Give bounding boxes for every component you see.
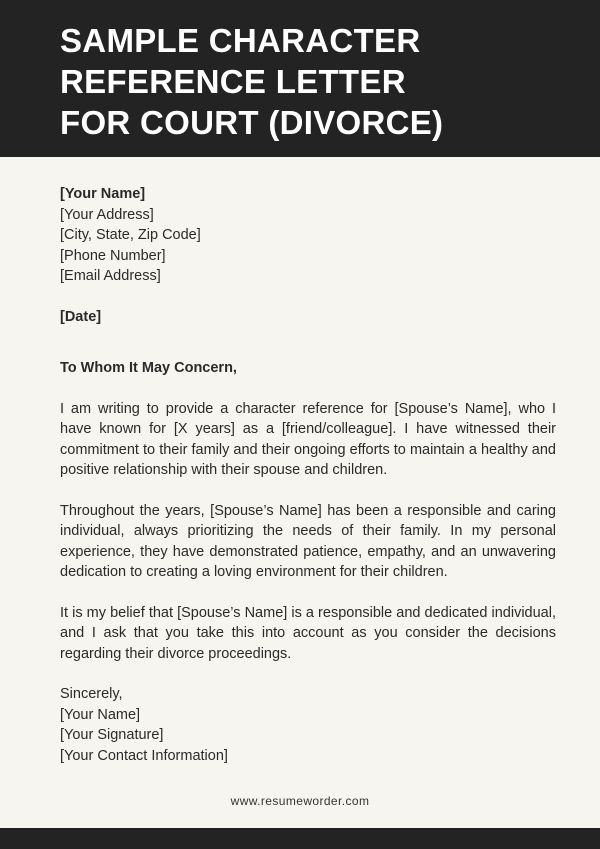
title-line-1: SAMPLE CHARACTER [60,22,421,59]
header-banner [0,0,600,157]
closing-contact: [Your Contact Information] [60,747,228,764]
title-line-3: FOR COURT (DIVORCE) [60,104,444,141]
sender-phone: [Phone Number] [60,247,166,264]
page-title [60,20,560,143]
salutation: To Whom It May Concern, [60,360,237,376]
closing-block [60,684,556,766]
valediction: Sincerely, [60,686,123,702]
sender-block [60,184,556,287]
title-line-2: REFERENCE LETTER [60,63,406,100]
letter-body [60,184,556,766]
paragraph-3: It is my belief that [Spouse’s Name] is a responsible and dedicated individual, and I ask that you take this into account as you consider the decisions regarding their divorce proceedings. [60,604,556,662]
paragraph-2: Throughout the years, [Spouse’s Name] has been a responsible and caring individual, always prioritizing the needs of their family. In my personal experience, they have demonstrated patience, empathy, and an unwavering dedication to creating a loving environment for their children. [60,502,556,580]
sender-address: [Your Address] [60,206,154,223]
closing-name: [Your Name] [60,706,141,723]
website-url: www.resumeworder.com [230,794,370,808]
letter-date: [Date] [60,308,102,325]
sender-name: [Your Name] [60,186,146,202]
paragraph-1: I am writing to provide a character reference for [Spouse’s Name], who I have known for [X years] as a [friend/colleague]. I have witnessed their commitment to their family and their ongoing efforts to maintain a healthy and positive relationship with their spouse and children. [60,400,556,478]
sender-city-state-zip: [City, State, Zip Code] [60,227,201,243]
date-block [60,307,556,328]
salutation-block [60,358,556,379]
closing-signature: [Your Signature] [60,727,164,743]
footer-bar [0,828,600,849]
sender-email: [Email Address] [60,268,161,284]
